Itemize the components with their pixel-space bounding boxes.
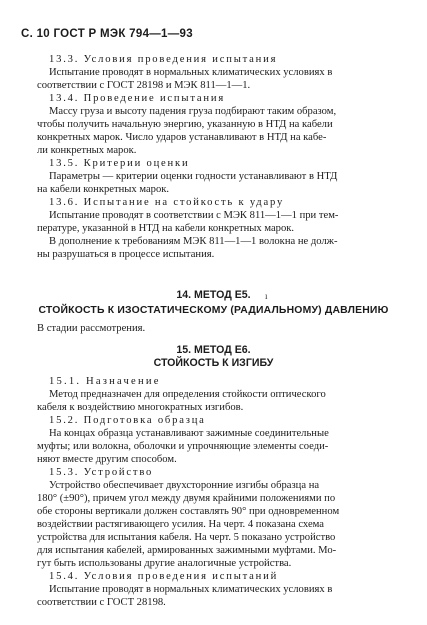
section-heading-13-3: 13.3. Условия проведения испытания [49, 54, 278, 65]
paragraph-line: пературе, указанной в НТД на кабели конкретных марок. [37, 223, 295, 234]
paragraph-line: На концах образца устанавливают зажимные соединительные [49, 428, 329, 439]
paragraph-line: В дополнение к требованиям МЭК 811—1—1 волокна не долж- [49, 236, 338, 247]
section-title-14: 14. МЕТОД Е5. [176, 289, 251, 301]
paragraph-line: Устройство обеспечивает двухсторонние изгибы образца на [49, 480, 320, 491]
scan-mark: ı [265, 291, 268, 301]
paragraph-line: ли конкретных марок. [37, 145, 137, 156]
section-title-14-subtitle: СТОЙКОСТЬ К ИЗОСТАТИЧЕСКОМУ (РАДИАЛЬНОМУ) ДАВЛЕНИЮ [38, 305, 389, 316]
section-title-15: 15. МЕТОД Е6. [176, 344, 251, 356]
paragraph-line: конкретных марок. Число ударов устанавливают в НТД на кабе- [37, 132, 327, 143]
paragraph-line: Испытание проводят в соответствии с МЭК 811—1—1 при тем- [49, 210, 339, 221]
paragraph-line: Испытание проводят в нормальных климатических условиях в [49, 67, 333, 78]
paragraph-line: соответствии с ГОСТ 28198 и МЭК 811—1—1. [37, 80, 251, 91]
paragraph-line: ны разрушаться в процессе испытания. [37, 249, 215, 260]
running-head: С. 10 ГОСТ Р МЭК 794—1—93 [21, 28, 193, 40]
paragraph-line: для испытания кабелей, армированных зажимными муфтами. Мо- [37, 545, 337, 556]
paragraph-line: на кабели конкретных марок. [37, 184, 170, 195]
section-heading-13-4: 13.4. Проведение испытания [49, 93, 225, 104]
paragraph-line: кабеля к воздействию многократных изгибов. [37, 402, 244, 413]
section-heading-15-1: 15.1. Назначение [49, 376, 161, 387]
paragraph-line: обе стороны вертикали должен составлять 90° при одновременном [37, 506, 340, 517]
paragraph-line: Метод предназначен для определения стойкости оптического [49, 389, 326, 400]
paragraph-line: устройства для испытания кабеля. На черт. 5 показано устройство [37, 532, 336, 543]
paragraph-line: соответствии с ГОСТ 28198. [37, 597, 166, 608]
section-heading-13-6: 13.6. Испытание на стойкость к удару [49, 197, 285, 208]
paragraph-line: гут быть использованы другие аналогичные устройства. [37, 558, 292, 569]
paragraph-line: Массу груза и высоту падения груза подбирают таким образом, [49, 106, 337, 117]
paragraph-line: чтобы получить начальную энергию, указанную в НТД на кабели [37, 119, 333, 130]
section-heading-13-5: 13.5. Критерии оценки [49, 158, 190, 169]
paragraph-line: Испытание проводят в нормальных климатических условиях в [49, 584, 333, 595]
paragraph-line: воздействии растягивающего усилия. На черт. 4 показана схема [37, 519, 324, 530]
section-heading-15-3: 15.3. Устройство [49, 467, 154, 478]
section-heading-15-4: 15.4. Условия проведения испытаний [49, 571, 279, 582]
paragraph-line: В стадии рассмотрения. [37, 323, 146, 334]
paragraph-line: 180° (±90°), причем угол между двумя крайними положениями по [37, 493, 336, 504]
paragraph-line: муфты; или волокна, оболочки и упрочняющие элементы соеди- [37, 441, 329, 452]
section-title-15-subtitle: СТОЙКОСТЬ К ИЗГИБУ [153, 357, 274, 369]
paragraph-line: Параметры — критерии оценки годности устанавливают в НТД [49, 171, 338, 182]
paragraph-line: няют вместе другим способом. [37, 454, 177, 465]
section-heading-15-2: 15.2. Подготовка образца [49, 415, 206, 426]
